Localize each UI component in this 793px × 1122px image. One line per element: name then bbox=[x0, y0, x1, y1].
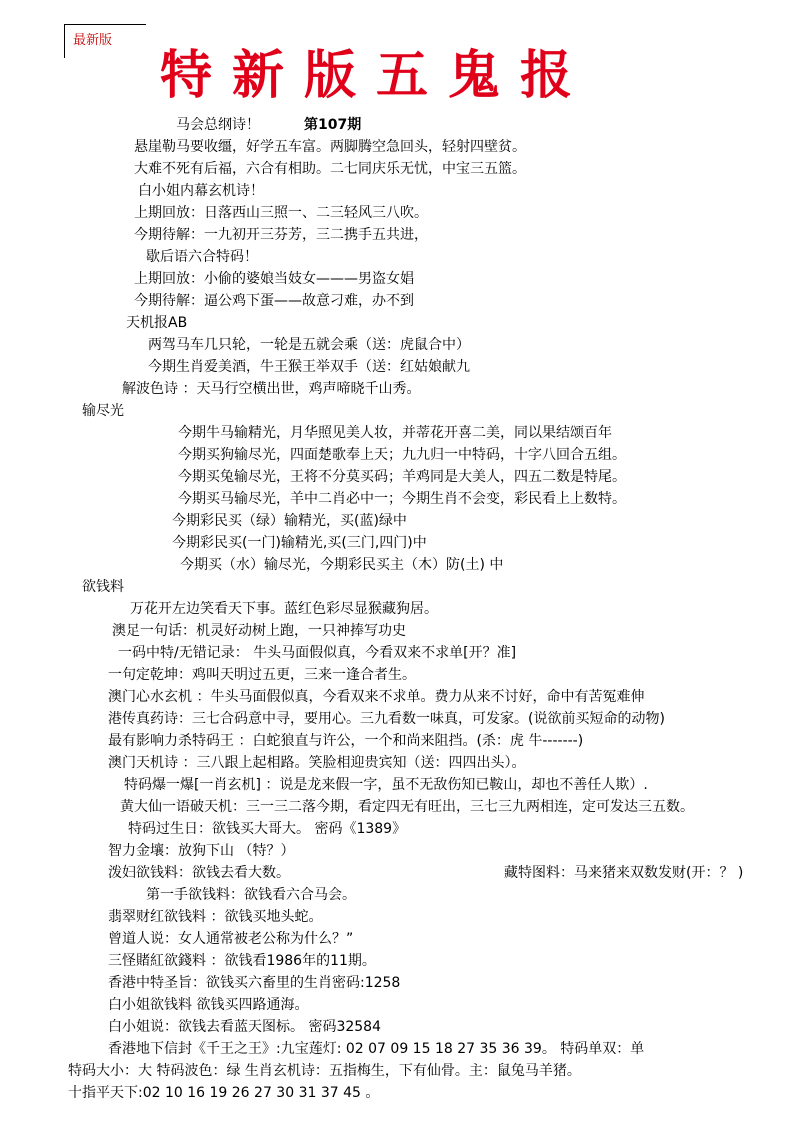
text-line: 今期彩民买（绿）输精光，买(蓝)绿中 bbox=[172, 513, 407, 529]
text-line: 香港地下信封《千王之王》:九宝莲灯: 02 07 09 15 18 27 35 36 39。 特码单双：单 bbox=[108, 1041, 645, 1057]
text-line: 特码过生日：欲钱买大哥大。 密码《1389》 bbox=[128, 821, 407, 837]
text-line: 上期回放：小偷的婆娘当妓女———男盗女娼 bbox=[134, 271, 414, 287]
text-line: 今期买狗输尽光，四面楚歌奉上天；九九归一中特码，十字八回合五组。 bbox=[178, 447, 626, 463]
text-line: 万花开左边笑看天下事。蓝红色彩尽显猴藏狗居。 bbox=[130, 601, 438, 617]
text-line: 澳门心水玄机 ：牛头马面假似真，今看双来不求单。费力从来不讨好，命中有苦冤难伸 bbox=[108, 689, 645, 705]
text-line: 今期牛马输精光，月华照见美人妆，并蒂花开喜二美，同以果结颂百年 bbox=[178, 425, 612, 441]
poem-title: 马会总纲诗！ bbox=[176, 117, 260, 133]
text-line: 第一手欲钱料：欲钱看六合马会。 bbox=[146, 887, 356, 903]
text-line: 澳门天机诗 ：三八跟上起相路。笑脸相迎贵宾知（送：四四出头）。 bbox=[108, 755, 526, 771]
text-line: 白小姐内幕玄机诗！ bbox=[138, 183, 264, 199]
text-line: 特码大小：大 特码波色：绿 生肖玄机诗：五指梅生，下有仙骨。主：鼠兔马羊猪。 bbox=[68, 1063, 581, 1079]
text-line: 今期待解：逼公鸡下蛋——故意刁难，办不到 bbox=[134, 293, 414, 309]
text-line: 三怪賭紅欲錢料 ：欲钱看1986年的11期。 bbox=[108, 953, 376, 969]
section-heading: 输尽光 bbox=[82, 403, 124, 419]
text-line: 今期生肖爱美酒，牛王猴王举双手（送：红姑娘献九 bbox=[148, 359, 470, 375]
text-line: 今期待解：一九初开三芬芳，三二携手五共进， bbox=[134, 227, 428, 243]
version-badge: 最新版 bbox=[64, 24, 146, 58]
text-line: 解波色诗 ：天马行空横出世，鸡声啼晓千山秀。 bbox=[122, 381, 421, 397]
text-line: 澳足一句话：机灵好动树上跑，一只神捧写功史 bbox=[112, 623, 406, 639]
text-line: 今期买兔输尽光，王将不分莫买码；羊鸡同是大美人，四五二数是特尾。 bbox=[178, 469, 626, 485]
text-line: 白小姐说：欲钱去看蓝天图标。 密码32584 bbox=[108, 1019, 381, 1035]
text-line: 一码中特/无错记录： 牛头马面假似真，今看双来不求单[开？准] bbox=[118, 645, 517, 661]
text-line: 今期买马输尽光，羊中二肖必中一；今期生肖不会变，彩民看上上数特。 bbox=[178, 491, 626, 507]
text-line: 上期回放：日落西山三照一、二三轻风三八吹。 bbox=[134, 205, 428, 221]
text-line: 今期买（水）输尽光，今期彩民买主（木）防(土) 中 bbox=[180, 557, 504, 573]
text-line: 智力金壤：放狗下山 （特？） bbox=[108, 843, 295, 859]
text-line: 特码爆一爆[一肖玄机] ：说是龙来假一字，虽不无敌伤知已鞍山，却也不善任人欺）. bbox=[124, 777, 648, 793]
text-line: 最有影响力杀特码王 ：白蛇狼直与许公，一个和尚来阻挡。(杀：虎 牛-------) bbox=[108, 733, 584, 749]
page-title: 特新版五鬼报 bbox=[160, 45, 593, 106]
text-line: 今期彩民买(一门)输精光,买(三门,四门)中 bbox=[172, 535, 427, 551]
text-line: 黄大仙一语破天机：三一三二落今期，看定四无有旺出，三七三九两相连，定可发达三五数。 bbox=[120, 799, 694, 815]
text-line: 曾道人说：女人通常被老公称为什么？” bbox=[108, 931, 354, 947]
text-line: 香港中特圣旨：欲钱买六畜里的生肖密码:1258 bbox=[108, 975, 401, 991]
text-line: 泼妇欲钱料：欲钱去看大数。 bbox=[108, 865, 290, 881]
text-line: 两驾马车几只轮，一轮是五就会乘（送：虎鼠合中） bbox=[148, 337, 470, 353]
text-line: 大难不死有后福，六合有相助。二七同庆乐无忧，中宝三五篮。 bbox=[134, 161, 526, 177]
text-line: 一句定乾坤：鸡叫天明过五更，三来一逢合者生。 bbox=[108, 667, 416, 683]
section-heading: 欲钱料 bbox=[82, 579, 124, 595]
text-line: 港传真药诗：三七合码意中寻，要用心。三九看数一味真，可发家。(说欲前买短命的动物) bbox=[108, 711, 665, 727]
text-line: 歇后语六合特码！ bbox=[146, 249, 258, 265]
text-line: 天机报AB bbox=[126, 315, 188, 331]
text-line: 翡翠财红欲钱料 ：欲钱买地头蛇。 bbox=[108, 909, 323, 925]
text-line: 十指平天下:02 10 16 19 26 27 30 31 37 45 。 bbox=[68, 1085, 380, 1101]
text-line: 白小姐欲钱料 欲钱买四路通海。 bbox=[108, 997, 309, 1013]
text-line: 悬崖勒马要收缰，好学五车富。两脚腾空急回头，轻射四壁贫。 bbox=[134, 139, 526, 155]
text-line: 藏特图料：马来猪来双数发财(开：？ ) bbox=[504, 865, 744, 881]
issue-number: 第107期 bbox=[304, 117, 362, 133]
